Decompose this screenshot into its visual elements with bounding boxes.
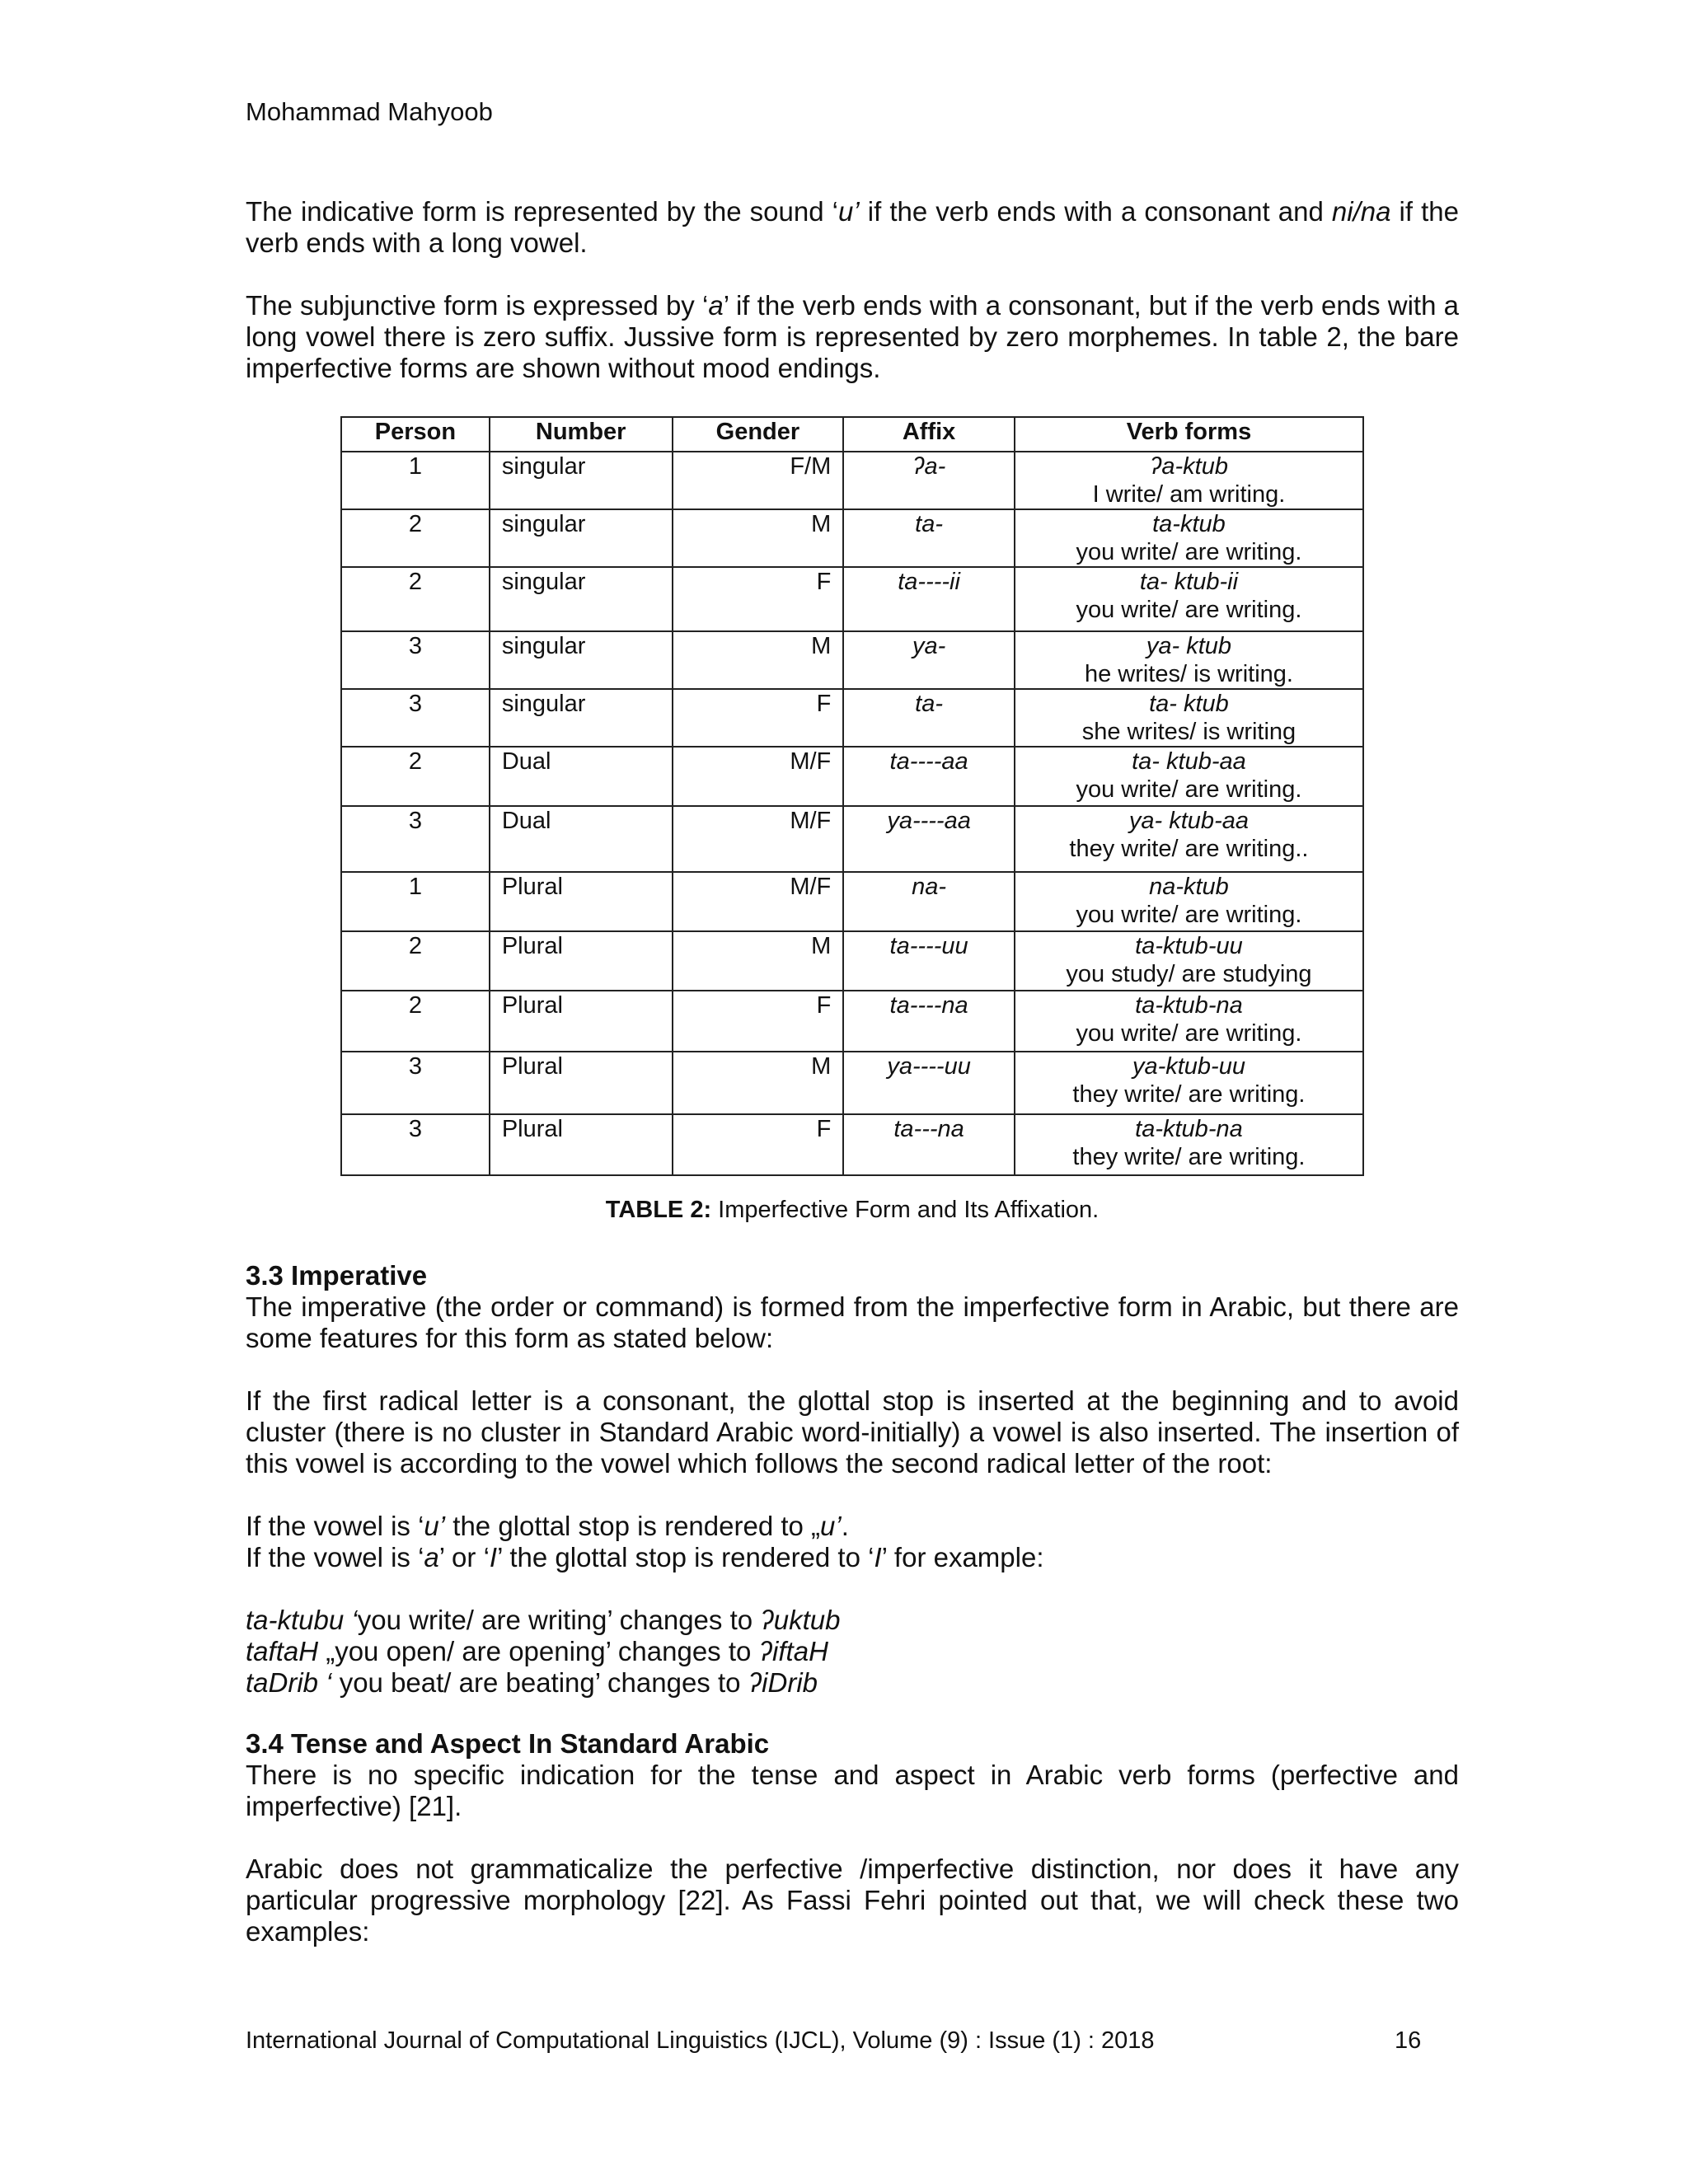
cell-verb-form xyxy=(1015,1052,1363,1114)
example-3 xyxy=(246,1667,1459,1699)
page-number: 16 xyxy=(1395,2027,1422,2054)
cell-gender: M/F xyxy=(673,806,844,872)
table-row xyxy=(341,509,1363,567)
cell-verb-form xyxy=(1015,452,1363,509)
cell-verb-form xyxy=(1015,747,1363,806)
table-row xyxy=(341,931,1363,991)
italic-span: u’ xyxy=(837,196,860,227)
cell-affix: ta----ii xyxy=(843,567,1015,631)
text-span: ’ for example: xyxy=(881,1542,1044,1572)
cell-affix: ya- xyxy=(843,631,1015,689)
text-span: ’ or ‘ xyxy=(438,1542,490,1572)
text-span: The subjunctive form is expressed by ‘ xyxy=(246,290,709,321)
cell-gender: M/F xyxy=(673,872,844,931)
section-heading-tense-aspect: 3.4 Tense and Aspect In Standard Arabic xyxy=(246,1728,770,1759)
cell-affix: ya----aa xyxy=(843,806,1015,872)
text-span: you write/ are writing’ changes to xyxy=(357,1605,761,1635)
text-span: ’ if the verb ends with a consonant, but if the verb ends with a long vowel there is zero suffix. Jussive form is represented by zero morphemes. In table 2, the bare imperfective forms are shown without mood endings. xyxy=(246,290,1459,383)
cell-number: Dual xyxy=(490,806,673,872)
cell-affix: ta----uu xyxy=(843,931,1015,991)
cell-person: 3 xyxy=(341,806,490,872)
table-row xyxy=(341,747,1363,806)
cell-person: 2 xyxy=(341,509,490,567)
cell-person: 3 xyxy=(341,631,490,689)
cell-verb-form xyxy=(1015,689,1363,747)
table-row xyxy=(341,689,1363,747)
table-caption xyxy=(0,1197,1688,1224)
italic-span: I xyxy=(874,1542,882,1572)
cell-person: 3 xyxy=(341,1052,490,1114)
cell-number: singular xyxy=(490,509,673,567)
verb-form: ya-ktub-uu xyxy=(1132,1053,1245,1080)
italic-span: a xyxy=(708,290,724,321)
verb-form: ya- ktub xyxy=(1146,633,1232,659)
cell-gender: M xyxy=(673,931,844,991)
imperative-paragraph-2: If the first radical letter is a consonant, the glottal stop is inserted at the beginning and to avoid cluster (there is no cluster in Standard Arabic word-initially) a vowel is also inserted. The insertion of this vowel is according to the vowel which follows the second radical letter of the root: xyxy=(246,1385,1459,1479)
italic-span: ʔiDrib xyxy=(748,1667,818,1698)
verb-gloss: they write/ are writing.. xyxy=(1069,836,1309,862)
cell-affix: ta- xyxy=(843,509,1015,567)
text-span: If the vowel is ‘ xyxy=(246,1542,424,1572)
text-span: ’ the glottal stop is rendered to ‘ xyxy=(497,1542,874,1572)
cell-gender: F xyxy=(673,1114,844,1175)
verb-form: ta-ktub-na xyxy=(1135,992,1243,1019)
cell-number: Dual xyxy=(490,747,673,806)
text-span: „you open/ are opening’ changes to xyxy=(318,1636,759,1666)
caption-text: Imperfective Form and Its Affixation. xyxy=(711,1197,1100,1223)
verb-gloss: you write/ are writing. xyxy=(1076,1020,1302,1047)
imperative-paragraph-1: The imperative (the order or command) is formed from the imperfective form in Arabic, but there are some features for this form as stated below: xyxy=(246,1291,1459,1353)
italic-span: u’ xyxy=(424,1511,446,1541)
cell-affix: ta----aa xyxy=(843,747,1015,806)
cell-person: 2 xyxy=(341,991,490,1052)
table-row xyxy=(341,991,1363,1052)
verb-form: ta-ktub-na xyxy=(1135,1116,1243,1142)
cell-gender: M xyxy=(673,631,844,689)
vowel-rule-a-i xyxy=(246,1542,1459,1573)
cell-person: 3 xyxy=(341,1114,490,1175)
cell-number: singular xyxy=(490,631,673,689)
italic-span: taftaH xyxy=(246,1636,319,1666)
header-verb-forms: Verb forms xyxy=(1015,417,1363,452)
tense-aspect-section xyxy=(246,1728,1459,1947)
cell-number: Plural xyxy=(490,991,673,1052)
indicative-paragraph xyxy=(246,196,1459,259)
cell-number: Plural xyxy=(490,1052,673,1114)
cell-number: Plural xyxy=(490,872,673,931)
table-row xyxy=(341,452,1363,509)
cell-affix: ta- xyxy=(843,689,1015,747)
example-1 xyxy=(246,1605,1459,1636)
caption-label: TABLE 2: xyxy=(605,1197,712,1223)
verb-gloss: she writes/ is writing xyxy=(1081,719,1296,745)
example-2 xyxy=(246,1636,1459,1667)
verb-form: ya- ktub-aa xyxy=(1128,808,1249,834)
running-header: Mohammad Mahyoob xyxy=(246,97,493,126)
tense-paragraph-1: There is no specific indication for the tense and aspect in Arabic verb forms (perfective and imperfective) [21]. xyxy=(246,1760,1459,1821)
table-row xyxy=(341,872,1363,931)
text-span: if the verb ends with a consonant and xyxy=(859,196,1332,227)
cell-number: singular xyxy=(490,567,673,631)
cell-gender: M xyxy=(673,1052,844,1114)
verb-form: ta- ktub-aa xyxy=(1132,748,1246,775)
imperfective-table xyxy=(340,416,1364,1176)
cell-number: Plural xyxy=(490,1114,673,1175)
text-span: If the vowel is ‘ xyxy=(246,1511,424,1541)
cell-gender: F xyxy=(673,567,844,631)
cell-number: singular xyxy=(490,689,673,747)
cell-verb-form xyxy=(1015,567,1363,631)
verb-gloss: they write/ are writing. xyxy=(1072,1144,1306,1170)
tense-paragraph-2: Arabic does not grammaticalize the perfective /imperfective distinction, nor does it have any particular progressive morphology [22]. As Fassi Fehri pointed out that, we will check these two examples: xyxy=(246,1854,1459,1947)
header-person: Person xyxy=(341,417,490,452)
subjunctive-paragraph xyxy=(246,290,1459,384)
cell-person: 2 xyxy=(341,931,490,991)
cell-affix: ta---na xyxy=(843,1114,1015,1175)
section-heading-imperative: 3.3 Imperative xyxy=(246,1260,428,1291)
cell-person: 1 xyxy=(341,872,490,931)
verb-gloss: he writes/ is writing. xyxy=(1084,661,1293,687)
verb-gloss: you write/ are writing. xyxy=(1076,776,1302,803)
cell-gender: F/M xyxy=(673,452,844,509)
table-row xyxy=(341,1052,1363,1114)
cell-gender: M/F xyxy=(673,747,844,806)
text-span: you beat/ are beating’ changes to xyxy=(331,1667,748,1698)
table-body xyxy=(341,452,1363,1175)
header-affix: Affix xyxy=(843,417,1015,452)
cell-affix: na- xyxy=(843,872,1015,931)
verb-form: ta- ktub xyxy=(1149,691,1229,717)
header-number: Number xyxy=(490,417,673,452)
header-gender: Gender xyxy=(673,417,844,452)
text-span: The indicative form is represented by the sound ‘ xyxy=(246,196,838,227)
intro-section xyxy=(246,196,1459,384)
cell-number: singular xyxy=(490,452,673,509)
text-span: the glottal stop is rendered to „ xyxy=(445,1511,821,1541)
italic-span: taDrib ‘ xyxy=(246,1667,332,1698)
cell-person: 2 xyxy=(341,567,490,631)
cell-verb-form xyxy=(1015,509,1363,567)
cell-verb-form xyxy=(1015,631,1363,689)
italic-span: ta-ktubu ‘ xyxy=(246,1605,358,1635)
table-row xyxy=(341,806,1363,872)
italic-span: u’ xyxy=(820,1511,842,1541)
verb-form: na-ktub xyxy=(1149,874,1229,900)
italic-span: a xyxy=(424,1542,439,1572)
table-row xyxy=(341,631,1363,689)
table-row xyxy=(341,567,1363,631)
verb-gloss: you study/ are studying xyxy=(1066,961,1312,987)
verb-gloss: I write/ am writing. xyxy=(1092,481,1286,508)
cell-gender: F xyxy=(673,991,844,1052)
cell-gender: M xyxy=(673,509,844,567)
cell-affix: ya----uu xyxy=(843,1052,1015,1114)
cell-number: Plural xyxy=(490,931,673,991)
italic-span: ni/na xyxy=(1331,196,1391,227)
cell-verb-form xyxy=(1015,872,1363,931)
cell-person: 1 xyxy=(341,452,490,509)
cell-gender: F xyxy=(673,689,844,747)
verb-gloss: you write/ are writing. xyxy=(1076,539,1302,565)
text-span: . xyxy=(841,1511,849,1541)
verb-form: ta-ktub-uu xyxy=(1135,933,1243,959)
cell-person: 3 xyxy=(341,689,490,747)
verb-form: ta-ktub xyxy=(1152,511,1226,537)
italic-span: ʔiftaH xyxy=(758,1636,828,1666)
journal-footer: International Journal of Computational Linguistics (IJCL), Volume (9) : Issue (1) : 2018 xyxy=(246,2027,1155,2054)
verb-form: ta- ktub-ii xyxy=(1139,569,1239,595)
cell-affix: ta----na xyxy=(843,991,1015,1052)
cell-affix: ʔa- xyxy=(843,452,1015,509)
table-row xyxy=(341,1114,1363,1175)
table-header-row xyxy=(341,417,1363,452)
cell-verb-form xyxy=(1015,806,1363,872)
cell-verb-form xyxy=(1015,991,1363,1052)
vowel-rule-u xyxy=(246,1511,1459,1542)
verb-form: ʔa-ktub xyxy=(1149,453,1228,480)
verb-gloss: you write/ are writing. xyxy=(1076,902,1302,928)
verb-gloss: you write/ are writing. xyxy=(1076,597,1302,623)
cell-person: 2 xyxy=(341,747,490,806)
imperative-section xyxy=(246,1260,1459,1699)
italic-span: I xyxy=(489,1542,498,1572)
text-span: if the verb ends with a long vowel. xyxy=(246,196,1459,258)
cell-verb-form xyxy=(1015,931,1363,991)
cell-verb-form xyxy=(1015,1114,1363,1175)
italic-span: ʔuktub xyxy=(760,1605,841,1635)
verb-gloss: they write/ are writing. xyxy=(1072,1081,1306,1108)
